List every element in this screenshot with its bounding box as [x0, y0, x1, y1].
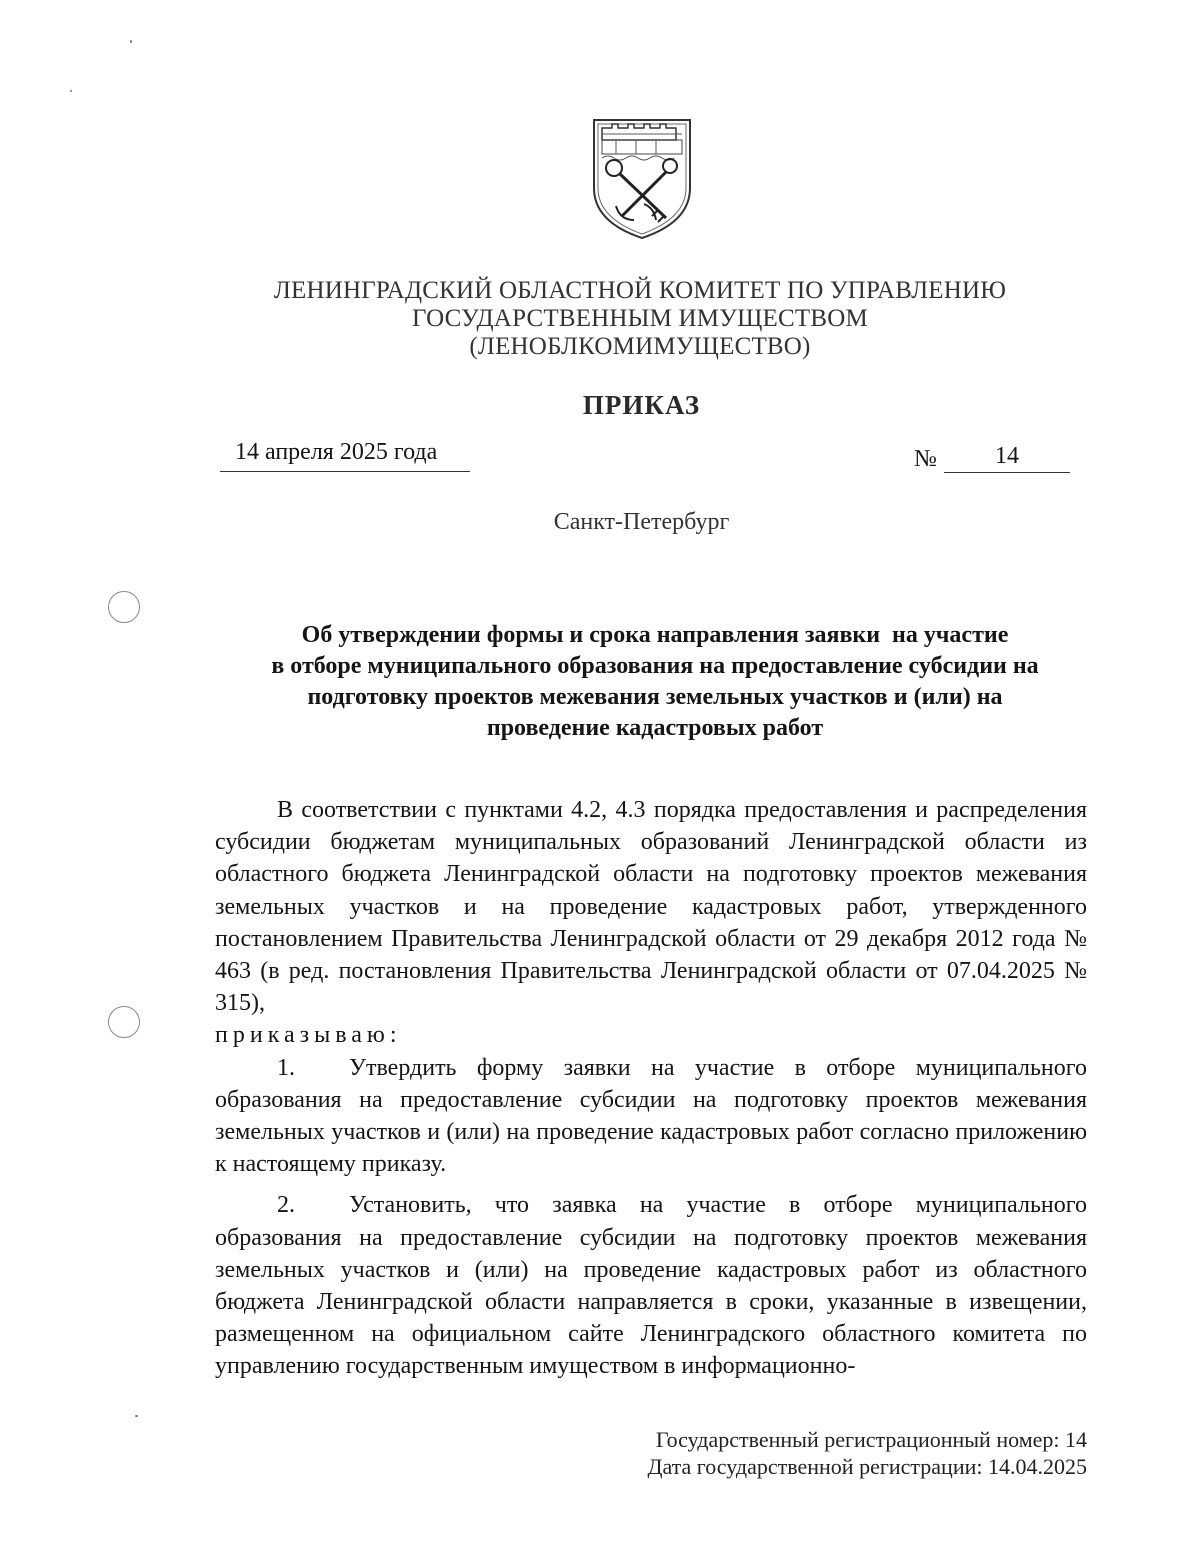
date-underline	[220, 471, 470, 472]
order-number: 14	[995, 443, 1019, 469]
heading-line-2: в отборе муниципального образования на предоставление субсидии на	[271, 653, 1039, 679]
org-name-line-2: ГОСУДАРСТВЕННЫМ ИМУЩЕСТВОМ	[412, 305, 868, 332]
preamble-paragraph: В соответствии с пунктами 4.2, 4.3 порядка предоставления и распределения субсидии бюджетам муниципальных образований Ленинградской области из областного бюджета Ленинградской области на подготовку проектов межевания земельных участков и на проведение кадастровых работ, утвержденного постановлением Правительства Ленинградской области от 29 декабря 2012 года № 463 (в ред. постановления Правительства Ленинградской области от 07.04.2025 № 315),	[215, 797, 1087, 1017]
item-number: 1.	[277, 1054, 295, 1081]
order-date: 14 апреля 2025 года	[235, 439, 438, 465]
coat-of-arms-icon	[586, 118, 698, 240]
order-item-1	[215, 1052, 1087, 1181]
scan-speck	[135, 1415, 138, 1417]
org-name-abbreviation: (ЛЕНОБЛКОМИМУЩЕСТВО)	[469, 333, 811, 360]
scan-speck	[130, 40, 132, 43]
heading-line-1: Об утверждении формы и срока направления заявки на участие	[301, 622, 1009, 648]
punch-hole-top	[108, 591, 140, 623]
punch-hole-bottom	[108, 1006, 140, 1038]
number-sign: №	[914, 446, 937, 472]
document-heading	[220, 620, 1090, 744]
registration-footer	[647, 1426, 1087, 1480]
org-name-line-1: ЛЕНИНГРАДСКИЙ ОБЛАСТНОЙ КОМИТЕТ ПО УПРАВЛЕНИЮ	[273, 277, 1007, 304]
registration-number: Государственный регистрационный номер: 14	[655, 1427, 1087, 1452]
number-underline	[944, 472, 1070, 473]
heading-line-4: проведение кадастровых работ	[486, 715, 824, 741]
item-text: Установить, что заявка на участие в отборе муниципального образования на предоставление субсидии на подготовку проектов межевания земельных участков и (или) на проведение кадастровых работ из областного бюджета Ленинградской области направляется в сроки, указанные в извещении, размещенном на официальном сайте Ленинградского областного комитета по управлению государственным имуществом в информационно-	[215, 1192, 1087, 1380]
item-text: Утвердить форму заявки на участие в отборе муниципального образования на предоставление субсидии на подготовку проектов межевания земельных участков и (или) на проведение кадастровых работ согласно приложению к настоящему приказу.	[215, 1054, 1087, 1178]
order-word: приказываю:	[215, 1022, 402, 1049]
document-type-title: ПРИКАЗ	[582, 390, 701, 420]
document-body	[215, 794, 1087, 1383]
order-item-2	[215, 1189, 1087, 1382]
coat-of-arms-emblem	[586, 118, 698, 240]
heading-line-3: подготовку проектов межевания земельных участков и (или) на	[307, 684, 1003, 710]
scan-speck	[70, 90, 72, 92]
item-number: 2.	[277, 1192, 295, 1219]
registration-date: Дата государственной регистрации: 14.04.2025	[647, 1454, 1087, 1479]
city: Санкт-Петербург	[553, 509, 730, 535]
